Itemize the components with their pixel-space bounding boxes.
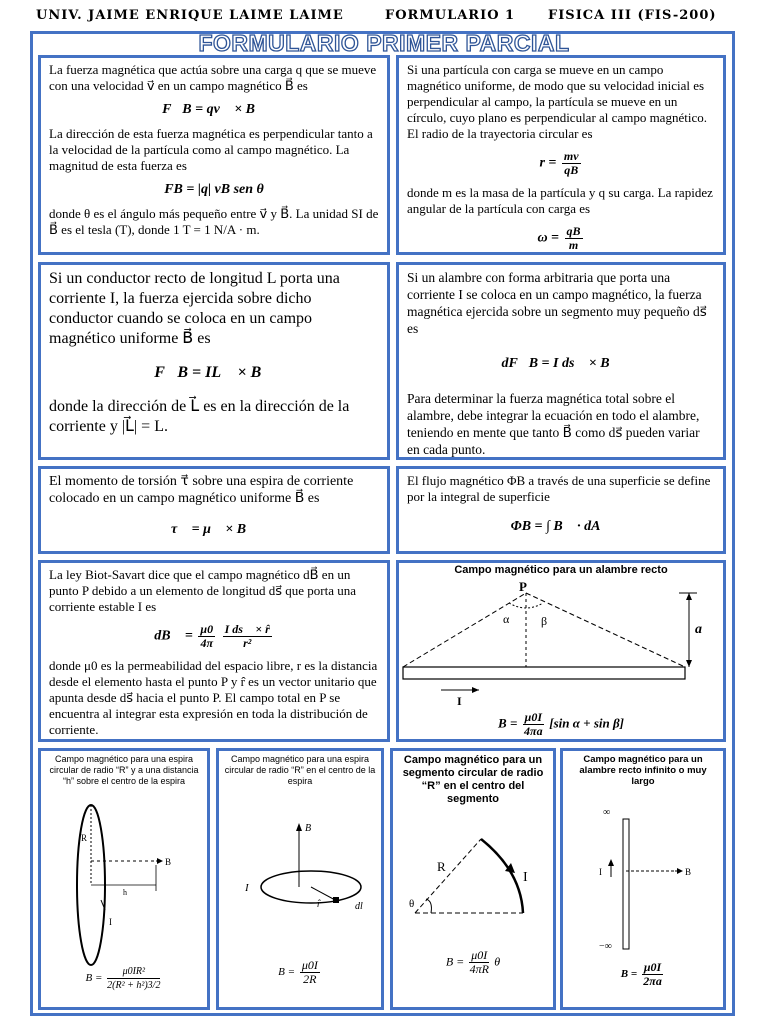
label-p: P [519, 579, 527, 594]
box11-formula-rhs: θ [494, 954, 501, 969]
label-h: h [123, 888, 127, 897]
label-i: I [457, 694, 462, 708]
box8-formula-den: 4πa [524, 724, 543, 738]
box2-eq2-lhs: ω = [537, 230, 560, 246]
label-i: I [599, 867, 602, 877]
b-arrowhead [157, 858, 163, 864]
segment-arc [481, 839, 523, 913]
label-r: R [81, 833, 88, 843]
box2-equation-1 [407, 150, 715, 177]
box2-text-1: Si una partícula con carga se mueve en un campo magnético uniforme, de modo que su velocidad inicial es perpendicular al campo, la partícula se mueve en un círculo, cuyo plano es perpendicular al campo magnético. El radio de la trayectoria circular es [407, 62, 707, 141]
arrowhead-down [686, 660, 692, 667]
box7-eq-den: r² [243, 636, 252, 650]
box10-formula [219, 959, 381, 986]
box12-caption: Campo magnético para un alambre recto infinito o muy largo [579, 754, 707, 787]
box11-formula-num: μ0I [471, 948, 488, 962]
box7-eq-c-den: 4π [200, 636, 214, 650]
box1-equation-1: F⃗B = qv⃗ × B⃗ [162, 102, 266, 117]
dl-element [333, 897, 339, 903]
infinite-wire-diagram [563, 799, 723, 959]
box9-formula-lhs: B = [85, 972, 103, 985]
theta-arc [426, 899, 431, 913]
label-r: R [437, 859, 446, 874]
box6-text-1: El flujo magnético ΦB a través de una superficie se define por la integral de superficie [407, 473, 711, 504]
box7-eq-num: I ds⃗ × r̂ [224, 622, 270, 636]
box2-text-2: donde m es la masa de la partícula y q su carga. La rapidez angular de la partícula con carga es [407, 185, 713, 216]
box2-equation-2 [407, 225, 715, 252]
label-b: B [685, 867, 692, 877]
box7-text-2: donde μ0 es la permeabilidad del espacio libre, r es la distancia desde el elemento hasta el punto P y r̂ es un vector unitario que apunta desde ds⃗ hacia el punto P. El campo total en P se encuentra al integrar esta expresión en toda la distribución de corriente. [49, 658, 378, 737]
label-i: I [245, 882, 249, 894]
box8-formula [399, 711, 723, 738]
b-arrowhead [677, 868, 683, 874]
box12-formula-den: 2πa [643, 974, 662, 988]
box7-eq-c-num: μ0 [200, 622, 214, 636]
label-i: I [523, 870, 528, 885]
box11-formula-lhs: B = [445, 954, 465, 969]
box2-eq1-den: qB [564, 163, 579, 177]
box2-eq2-num: qB [566, 224, 581, 238]
box-magnetic-force-charge [38, 55, 390, 255]
box3-equation-1: F⃗B = IL⃗ × B⃗ [154, 364, 274, 381]
box11-formula-den: 4πR [469, 962, 489, 976]
label-theta: θ [409, 898, 415, 910]
box6-equation-1: ΦB = ∫ B⃗ · dA⃗ [510, 519, 612, 534]
radius-diagonal [415, 839, 481, 913]
label-dl: dl⃗ [355, 901, 371, 912]
label-inf-bottom: −∞ [599, 941, 612, 952]
box2-eq2-den: m [568, 238, 579, 252]
header-university: UNIV. JAIME ENRIQUE LAIME LAIME [36, 8, 344, 23]
box5-text-1: El momento de torsión τ⃗ sobre una espira de corriente colocado en un campo magnético uniforme B⃗ es [49, 474, 354, 506]
wire-rect [403, 667, 685, 679]
box-segment-field [390, 748, 556, 1010]
loop-axis-diagram [41, 795, 207, 975]
box11-formula [393, 949, 553, 976]
box-circular-motion [396, 55, 726, 255]
box7-text-1: La ley Biot-Savart dice que el campo magnético dB⃗ en un punto P debido a un elemento de longitud ds⃗ que porta una corriente estable I es [49, 567, 357, 614]
page-title: FORMULARIO PRIMER PARCIAL [198, 30, 570, 54]
box3-text-2: donde la dirección de L⃗ es en la dirección de la corriente y |L⃗| = L. [49, 398, 350, 435]
loop-center-diagram [219, 797, 381, 967]
label-i: I [109, 917, 112, 927]
header-form: FORMULARIO 1 [385, 8, 516, 23]
box8-title: Campo magnético para un alambre recto [454, 564, 668, 576]
label-alpha: α [503, 612, 510, 626]
box12-formula-num: μ0I [643, 960, 662, 974]
current-arrowhead [608, 859, 614, 866]
box9-caption: Campo magnético para una espira circular de radio “R” y a una distancia “h” sobre el centro de la espira [49, 754, 199, 786]
box-torque [38, 466, 390, 554]
dashed-line-right [526, 593, 685, 667]
box11-caption: Campo magnético para un segmento circular de radio “R” en el centro del segmento [402, 754, 544, 805]
current-arrowhead [472, 687, 479, 693]
box-straight-wire-field [396, 560, 726, 742]
label-inf-top: ∞ [603, 807, 611, 818]
box9-formula-num: μ0IR² [107, 965, 160, 979]
box-infinite-wire-field [560, 748, 726, 1010]
box9-formula [41, 965, 207, 992]
box10-formula-lhs: B = [278, 966, 296, 979]
label-r: r̂ [317, 899, 321, 910]
box7-eq-lhs: dB⃗ = [154, 628, 193, 644]
label-b: B [165, 857, 172, 867]
page-header [0, 6, 768, 26]
label-a: a [695, 622, 702, 637]
box10-formula-num: μ0I [301, 958, 318, 972]
label-beta: β [541, 614, 548, 628]
header-course: FISICA III (FIS-200) [548, 8, 717, 23]
box4-text-2: Para determinar la fuerza magnética total sobre el alambre, debe integrar la ecuación en todo el alambre, teniendo en mente que tanto B⃗ como ds⃗ pueden variar en cada punto. [407, 391, 700, 457]
box1-text-2: La dirección de esta fuerza magnética es perpendicular tanto a la velocidad de la partícula como al campo magnético. La magnitud de esta fuerza es [49, 126, 373, 173]
box-biot-savart [38, 560, 390, 742]
box10-formula-den: 2R [303, 972, 317, 986]
box2-eq1-lhs: r = [539, 155, 557, 171]
box-force-arbitrary-wire [396, 262, 726, 460]
box-loop-axis-field [38, 748, 210, 1010]
box4-equation-1: dF⃗B = I ds⃗ × B⃗ [501, 356, 621, 371]
label-b: B⃗ [305, 823, 319, 834]
box12-formula-lhs: B = [620, 968, 638, 981]
box8-formula-lhs: B = [498, 715, 518, 731]
dashed-line-left [403, 593, 526, 667]
box5-equation-1: τ⃗ = μ⃗ × B⃗ [171, 522, 257, 537]
box8-formula-rhs: [sin α + sin β] [549, 715, 624, 731]
box7-equation [49, 623, 379, 650]
box1-equation-2: FB = |q| vB sen θ [164, 182, 264, 197]
box1-text-3: donde θ es el ángulo más pequeño entre v⃗ y B⃗. La unidad SI de B⃗ es el tesla (T), donde 1 T = 1 N/A · m. [49, 206, 379, 237]
box12-formula [563, 961, 723, 988]
box-loop-center-field [216, 748, 384, 1010]
box10-caption: Campo magnético para una espira circular de radio “R” en el centro de la espira [224, 754, 376, 786]
box3-text-1: Si un conductor recto de longitud L porta una corriente I, la fuerza ejercida sobre dicho conductor cuando se coloca en un campo magnético uniforme B⃗ es [49, 270, 340, 347]
box4-text-1: Si un alambre con forma arbitraria que porta una corriente I se coloca en un campo magnético, la fuerza magnética ejercida sobre un segmento muy pequeño ds⃗ es [407, 270, 707, 336]
arrowhead-up [686, 593, 692, 600]
box-force-straight-conductor [38, 262, 390, 460]
box-magnetic-flux [396, 466, 726, 554]
box8-formula-num: μ0I [524, 710, 542, 724]
wire-rect [623, 819, 629, 949]
box1-text-1: La fuerza magnética que actúa sobre una carga q que se mueve con una velocidad v⃗ en un campo magnético B⃗ es [49, 62, 377, 93]
box9-formula-den: 2(R² + h²)3/2 [107, 980, 161, 991]
box2-eq1-num: mv [563, 149, 579, 163]
b-arrowhead [296, 823, 302, 831]
